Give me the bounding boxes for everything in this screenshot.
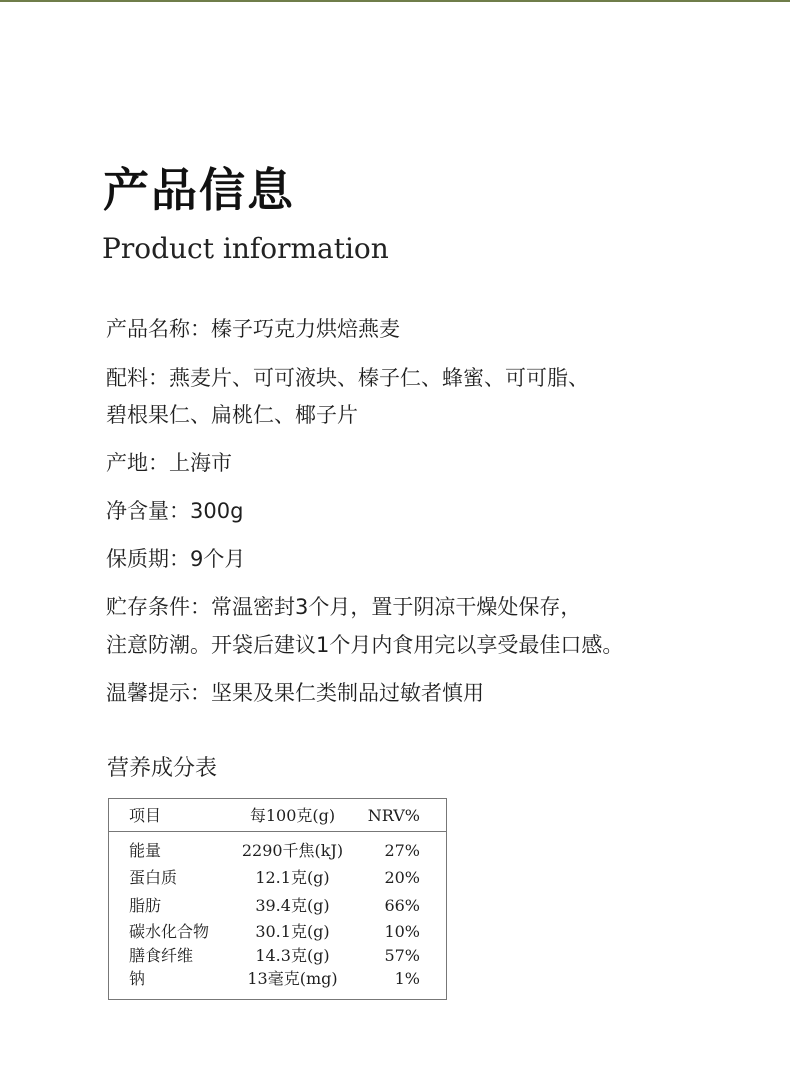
allergy-tip: 温馨提示：坚果及果仁类制品过敏者慎用: [106, 681, 484, 705]
row-nrv: 10%: [384, 922, 420, 941]
row-amount: 39.4克(g): [255, 896, 330, 915]
shelf-life: 保质期：9个月: [106, 547, 246, 571]
header-per100: 每100克(g): [249, 806, 336, 825]
storage-line-1: 贮存条件：常温密封3个月，置于阴凉干燥处保存，: [106, 595, 582, 619]
row-name: 能量: [129, 841, 162, 860]
row-name: 蛋白质: [129, 868, 178, 887]
row-name: 膳食纤维: [129, 946, 194, 965]
row-name: 脂肪: [129, 896, 162, 915]
row-nrv: 20%: [384, 868, 420, 887]
header-nrv: NRV%: [367, 806, 420, 825]
row-amount: 30.1克(g): [255, 922, 330, 941]
row-amount: 12.1克(g): [255, 868, 330, 887]
net-weight: 净含量：300g: [106, 499, 244, 523]
ingredients-line-2: 碧根果仁、扁桃仁、椰子片: [106, 403, 358, 427]
page-title: 产品信息: [103, 163, 295, 217]
origin: 产地：上海市: [106, 451, 232, 475]
row-nrv: 1%: [394, 969, 420, 988]
row-nrv: 66%: [384, 896, 420, 915]
header-item: 项目: [129, 806, 162, 825]
nutrition-table-header: [109, 799, 446, 832]
row-amount: 13毫克(mg): [247, 969, 338, 988]
nutrition-title: 营养成分表: [107, 756, 218, 781]
row-amount: 14.3克(g): [255, 946, 330, 965]
ingredients-line-1: 配料：燕麦片、可可液块、榛子仁、蜂蜜、可可脂、: [106, 366, 589, 390]
nutrition-table: [108, 798, 447, 1000]
product-name: 产品名称：榛子巧克力烘焙燕麦: [106, 317, 400, 341]
storage-line-2: 注意防潮。开袋后建议1个月内食用完以享受最佳口感。: [106, 633, 624, 657]
row-name: 钠: [129, 969, 146, 988]
row-nrv: 27%: [384, 841, 420, 860]
top-divider: [0, 0, 790, 2]
row-name: 碳水化合物: [129, 922, 210, 941]
row-nrv: 57%: [384, 946, 420, 965]
page-subtitle: Product information: [102, 232, 389, 265]
row-amount: 2290千焦(kJ): [241, 841, 344, 860]
